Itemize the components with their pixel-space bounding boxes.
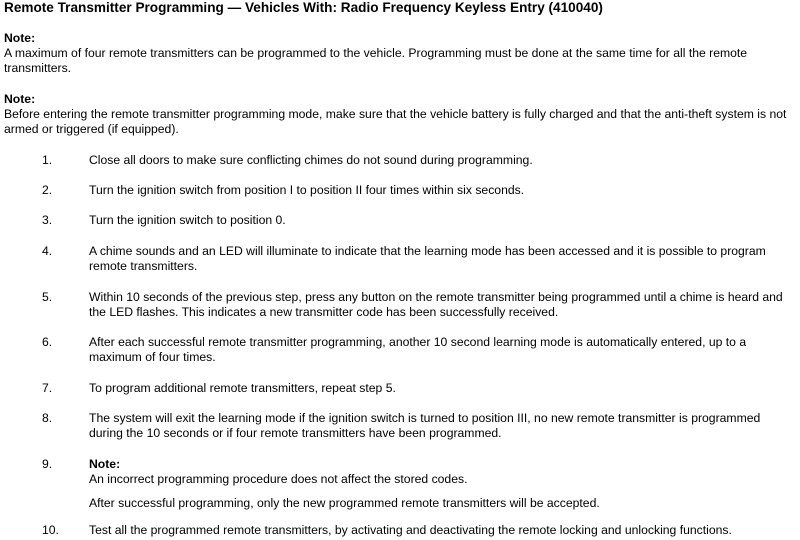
step-10-number: 10. — [42, 523, 59, 537]
step-8-text: The system will exit the learning mode if the ignition switch is turned to position III, no new remote transmitter is programmed during the 10 seconds or if four remote transmitters have been programmed. — [89, 411, 761, 440]
note-2 — [4, 92, 796, 137]
step-4 — [4, 244, 796, 274]
step-6-text: After each successful remote transmitter programming, another 10 second learning mode is automatically entered, up to a maximum of four times. — [89, 335, 747, 364]
step-6-number: 6. — [42, 335, 53, 349]
step-2 — [4, 183, 789, 198]
step-9 — [4, 457, 796, 511]
step-2-text: Turn the ignition switch from position I to position II four times within six seconds. — [89, 183, 525, 197]
step-3-text: Turn the ignition switch to position 0. — [89, 213, 286, 227]
step-1-number: 1. — [42, 153, 53, 167]
step-10-text: Test all the programmed remote transmitters, by activating and deactivating the remote locking and unlocking functions. — [89, 523, 732, 537]
step-3-number: 3. — [42, 213, 53, 227]
step-8-number: 8. — [42, 411, 53, 425]
step-7 — [4, 381, 796, 396]
step-7-number: 7. — [42, 381, 53, 395]
step-10 — [4, 523, 800, 538]
step-1-text: Close all doors to make sure conflicting chimes do not sound during programming. — [89, 153, 533, 167]
note-2-label: Note: — [4, 92, 36, 106]
note-1-text: A maximum of four remote transmitters can be programmed to the vehicle. Programming must be done at the same time for all the remote transmitters. — [4, 46, 748, 75]
step-6 — [4, 335, 796, 365]
step-7-text: To program additional remote transmitters, repeat step 5. — [89, 381, 396, 395]
step-3 — [4, 213, 789, 228]
step-2-number: 2. — [42, 183, 53, 197]
step-5 — [4, 290, 796, 320]
document-title: Remote Transmitter Programming — Vehicles With: Radio Frequency Keyless Entry (410040) — [4, 0, 603, 15]
note-2-text: Before entering the remote transmitter programming mode, make sure that the vehicle battery is fully charged and that the anti-theft system is not armed or triggered (if equipped). — [4, 107, 787, 136]
note-1 — [4, 31, 794, 76]
step-9-para-1: An incorrect programming procedure does not affect the stored codes. — [89, 472, 468, 486]
step-8 — [4, 411, 796, 441]
step-9-para-2: After successful programming, only the new programmed remote transmitters will be accepted. — [89, 496, 600, 510]
step-1 — [4, 153, 789, 168]
step-5-number: 5. — [42, 290, 53, 304]
step-9-note-label: Note: — [89, 457, 121, 471]
step-9-number: 9. — [42, 457, 53, 471]
step-5-text: Within 10 seconds of the previous step, press any button on the remote transmitter being programmed until a chime is heard and the LED flashes. This indicates a new transmitter code has been successfully received. — [89, 290, 783, 319]
step-4-text: A chime sounds and an LED will illuminate to indicate that the learning mode has been accessed and it is possible to program remote transmitters. — [89, 244, 766, 273]
step-4-number: 4. — [42, 244, 53, 258]
note-1-label: Note: — [4, 31, 36, 45]
